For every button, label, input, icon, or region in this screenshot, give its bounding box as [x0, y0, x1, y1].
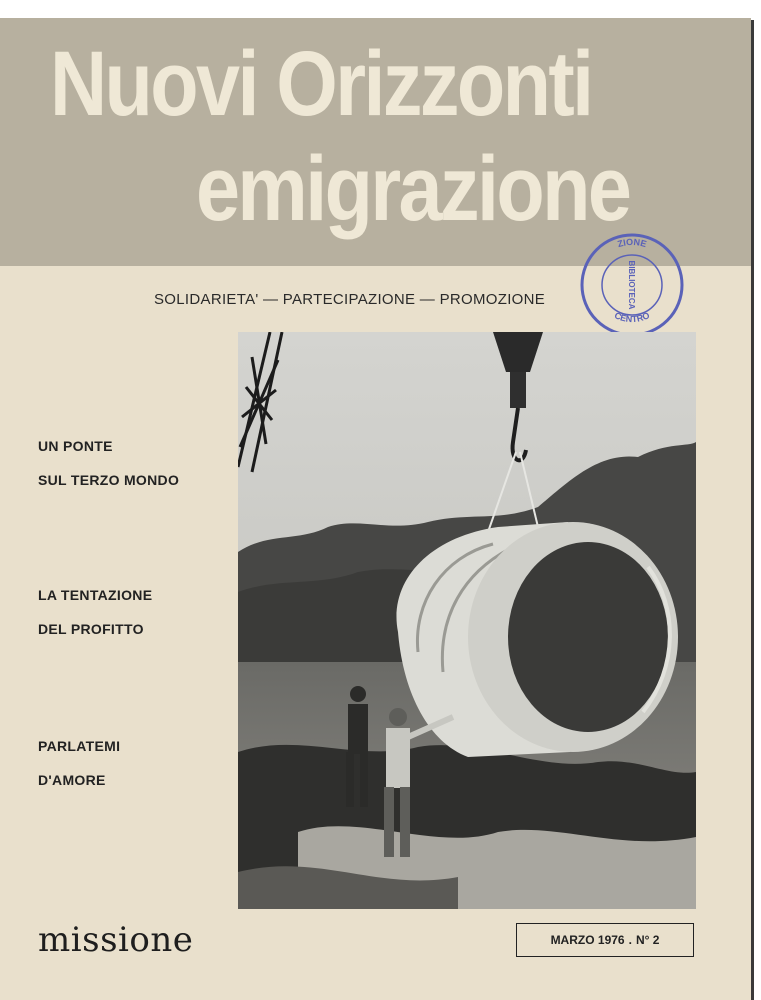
headline-3 [38, 729, 120, 797]
cover-photo [238, 332, 696, 909]
stamp-text-bottom: CENTRO [612, 310, 652, 325]
brand-missione: missione [38, 920, 194, 960]
headline-2-line2: DEL PROFITTO [38, 621, 144, 637]
headline-1-line1: UN PONTE [38, 438, 113, 454]
issue-separator: . [628, 933, 632, 947]
svg-text:ZIONE [616, 237, 647, 249]
issue-number: N° 2 [635, 933, 660, 947]
headline-3-line2: D'AMORE [38, 772, 106, 788]
issue-box [516, 923, 694, 957]
headline-2-line1: LA TENTAZIONE [38, 587, 153, 603]
stamp-text-center: BIBLIOTECA [627, 260, 636, 310]
headline-1 [38, 429, 179, 497]
library-stamp-icon [578, 231, 686, 339]
stamp-text-top: ZIONE [616, 236, 648, 250]
crane-pipe-photo-icon [238, 332, 696, 909]
magazine-cover [0, 18, 751, 1000]
headline-3-line1: PARLATEMI [38, 738, 121, 754]
svg-text:CENTRO [613, 310, 651, 324]
title-line-2: emigrazione [196, 138, 630, 240]
title-line-1: Nuovi Orizzonti [50, 33, 592, 135]
issue-date: MARZO 1976 [550, 933, 625, 947]
page-edge-shadow [751, 20, 754, 1000]
masthead-band [0, 18, 751, 266]
headline-2 [38, 578, 152, 646]
tagline: SOLIDARIETA' — PARTECIPAZIONE — PROMOZIONE [154, 291, 546, 308]
headline-1-line2: SUL TERZO MONDO [38, 472, 180, 488]
